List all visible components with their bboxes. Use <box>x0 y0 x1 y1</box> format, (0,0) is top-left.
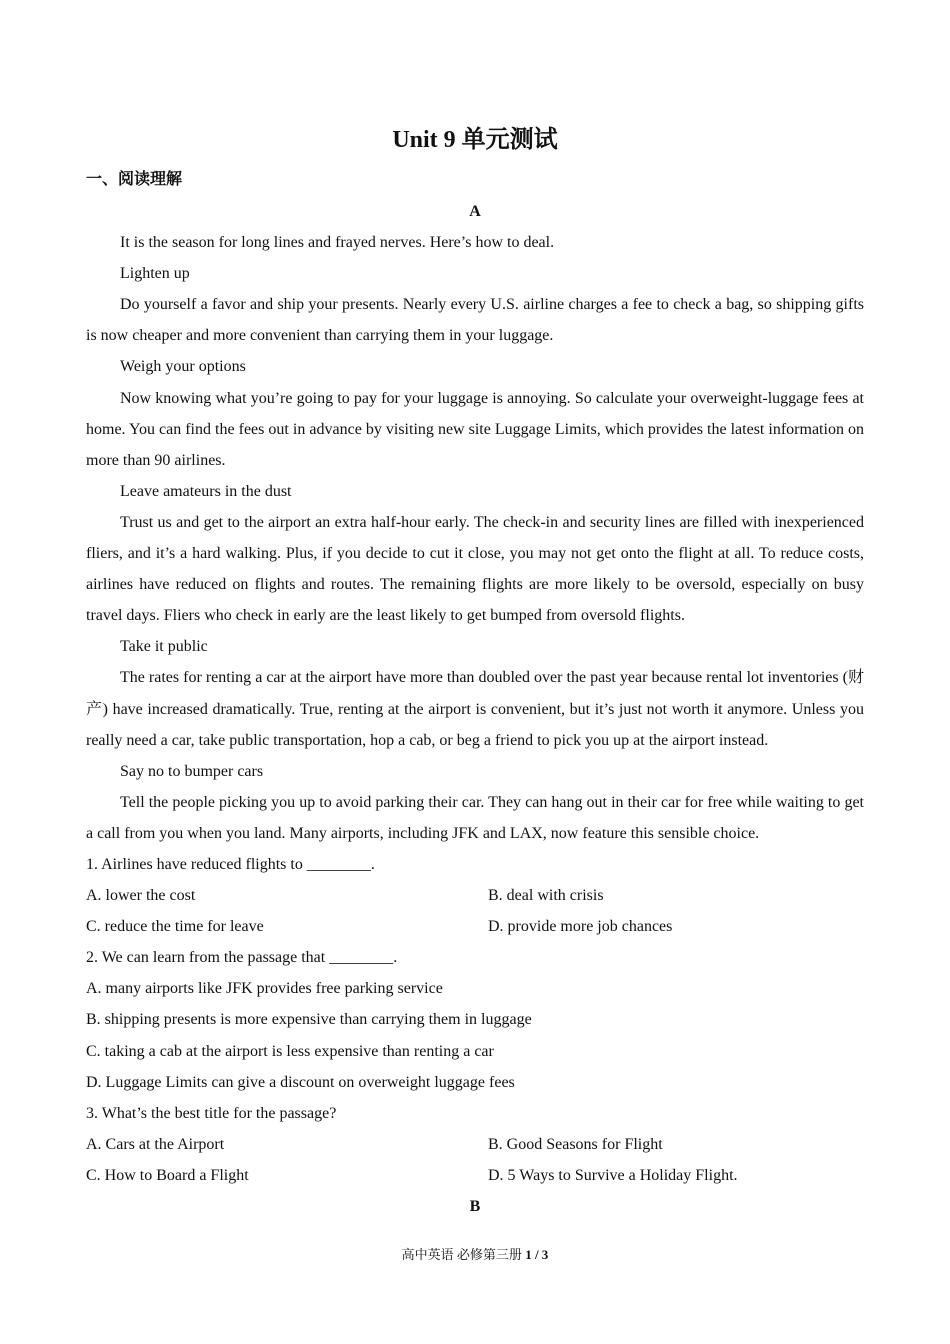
tip-body: The rates for renting a car at the airport have more than doubled over the past year because rental lot inventories (财产) have increased dramatically. True, renting at the airport is convenient, but it’s just not worth it anymore. Unless you really need a car, take public transportation, hop a cab, or beg a friend to pick you up at the airport instead. <box>86 669 864 749</box>
section-heading: 一、阅读理解 <box>86 171 183 188</box>
passage-label-a: A <box>469 203 481 220</box>
option-c: C. How to Board a Flight <box>86 1166 249 1184</box>
option-a: A. many airports like JFK provides free parking service <box>86 980 443 998</box>
tip-body: Tell the people picking you up to avoid parking their car. They can hang out in their car for free while waiting to get a call from you when you land. Many airports, including JFK and LAX, now feature this sensible choice. <box>86 793 864 842</box>
tip-body: Do yourself a favor and ship your presents. Nearly every U.S. airline charges a fee to check a bag, so shipping gifts is now cheaper and more convenient than carrying them in your luggage. <box>86 296 864 345</box>
option-a: A. Cars at the Airport <box>86 1135 225 1153</box>
tip-heading: Weigh your options <box>120 358 246 376</box>
passage-intro: It is the season for long lines and frayed nerves. Here’s how to deal. <box>120 234 555 252</box>
tip-body: Now knowing what you’re going to pay for your luggage is annoying. So calculate your overweight-luggage fees at home. You can find the fees out in advance by visiting new site Luggage Limits, which provides the latest information on more than 90 airlines. <box>86 389 864 469</box>
tip-heading: Lighten up <box>120 265 190 283</box>
question-stem: 3. What’s the best title for the passage? <box>86 1104 337 1122</box>
option-row <box>86 911 864 942</box>
footer-text: 高中英语 必修第三册 <box>401 1247 522 1262</box>
option-c: C. reduce the time for leave <box>86 918 264 936</box>
option-a: A. lower the cost <box>86 887 196 905</box>
page-number: 1 / 3 <box>525 1247 549 1262</box>
content-body <box>86 196 864 1222</box>
option-d: D. 5 Ways to Survive a Holiday Flight. <box>488 1166 738 1184</box>
tip-heading: Leave amateurs in the dust <box>120 482 292 500</box>
question-stem: 2. We can learn from the passage that ________. <box>86 949 398 967</box>
option-row <box>86 1129 864 1160</box>
option-c: C. taking a cab at the airport is less expensive than renting a car <box>86 1042 494 1060</box>
tip-body: Trust us and get to the airport an extra half-hour early. The check-in and security lines are filled with inexperienced fliers, and it’s a hard walking. Plus, if you decide to cut it close, you may not get onto the flight at all. To reduce costs, airlines have reduced on flights and routes. The remaining flights are more likely to be oversold, especially on busy travel days. Fliers who check in early are the least likely to get bumped from oversold flights. <box>86 513 864 625</box>
option-b: B. shipping presents is more expensive than carrying them in luggage <box>86 1011 532 1029</box>
question-stem: 1. Airlines have reduced flights to ________. <box>86 855 375 873</box>
option-d: D. provide more job chances <box>488 918 673 936</box>
option-b: B. Good Seasons for Flight <box>488 1135 663 1153</box>
option-row <box>86 880 864 911</box>
tip-heading: Take it public <box>120 638 208 656</box>
tip-heading: Say no to bumper cars <box>120 762 264 780</box>
option-b: B. deal with crisis <box>488 887 604 905</box>
option-row <box>86 1160 864 1191</box>
option-d: D. Luggage Limits can give a discount on overweight luggage fees <box>86 1073 515 1091</box>
passage-label-b: B <box>469 1198 481 1215</box>
page-footer <box>0 1245 950 1265</box>
page-title: Unit 9 单元测试 <box>392 127 558 153</box>
